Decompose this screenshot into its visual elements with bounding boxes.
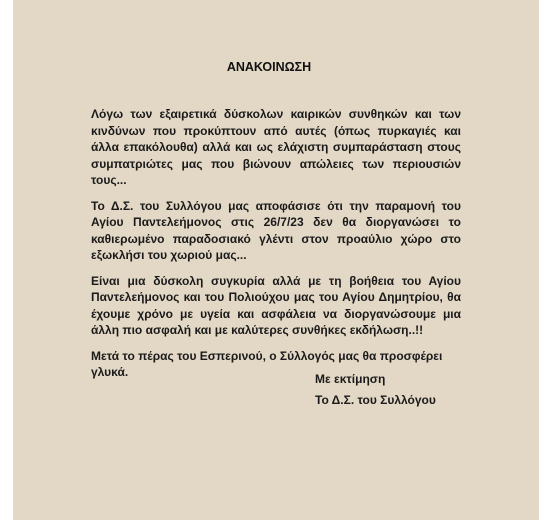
signature-closing: Με εκτίμηση bbox=[315, 372, 386, 386]
document-title: ΑΝΑΚΟΙΝΩΣΗ bbox=[226, 60, 312, 74]
document-body bbox=[91, 106, 461, 390]
paragraph-1: Λόγω των εξαιρετικά δύσκολων καιρικών συνθηκών και των κινδύνων που προκύπτουν από αυτές (όπως πυρκαγιές και άλλα επακόλουθα) αλλά και ως ελάχιστη συμπαράσταση στους συμπατριώτες μας που βιώνουν απώλειες των περιουσιών τους... bbox=[91, 107, 461, 187]
paragraph-2: Το Δ.Σ. του Συλλόγου μας αποφάσισε ότι την παραμονή του Αγίου Παντελεήμονος στις 26/7/23 δεν θα διοργανώσει το καθιερωμένο παραδοσιακό γλέντι στον προαύλιο χώρο στο εξωκλήσι του χωριού μας... bbox=[91, 198, 461, 262]
signature-signer: Το Δ.Σ. του Συλλόγου bbox=[315, 393, 436, 407]
paragraph-4: Μετά το πέρας του Εσπερινού, ο Σύλλογός μας θα προσφέρει γλυκά. bbox=[91, 348, 443, 379]
signature-block bbox=[315, 372, 436, 414]
paragraph-3: Είναι μια δύσκολη συγκυρία αλλά με τη βοήθεια του Αγίου Παντελεήμονος και του Πολιούχου μας του Αγίου Δημητρίου, θα έχουμε χρόνο με υγεία και ασφάλεια να διοργανώσουμε μια άλλη πιο ασφαλή και με καλύτερες συνθήκες εκδήλωση..!! bbox=[91, 273, 461, 337]
